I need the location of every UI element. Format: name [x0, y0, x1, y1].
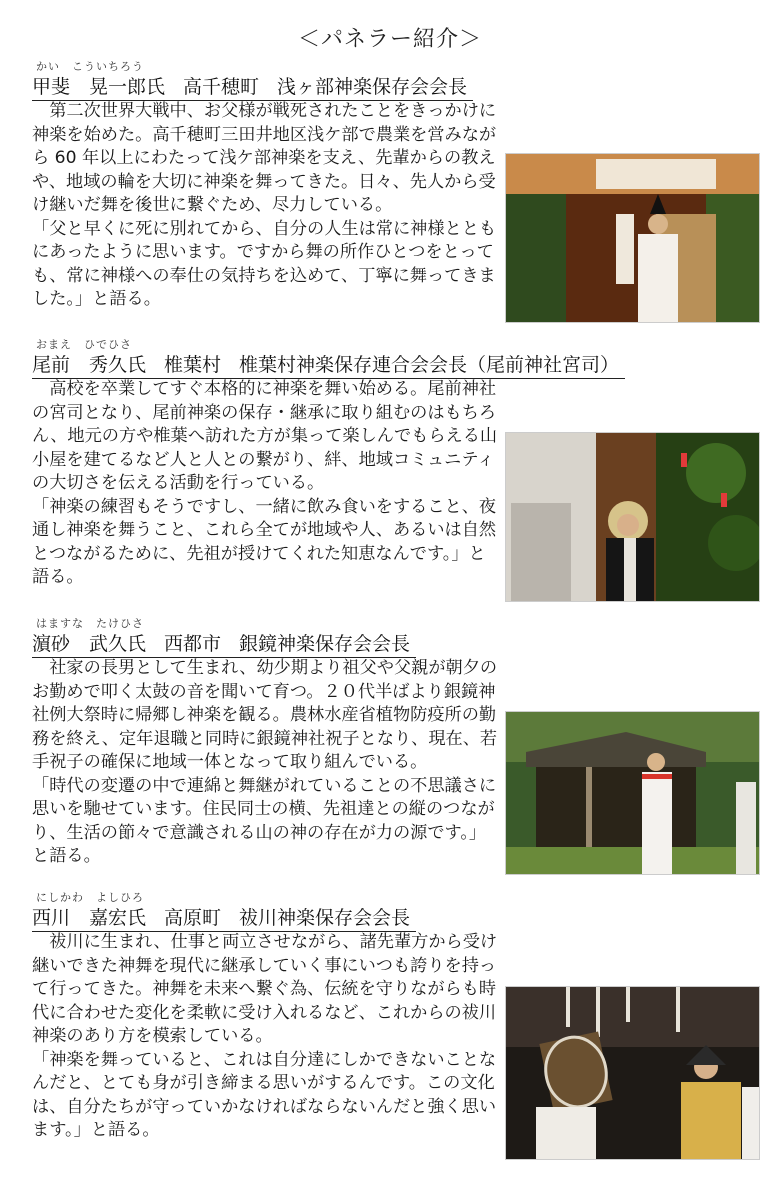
panelist-town: 高原町	[164, 907, 222, 929]
name-ruby: にしかわ よしひろ	[36, 891, 144, 904]
panelist-heading	[32, 352, 625, 379]
panelist-org: 祓川神楽保存会会長	[239, 907, 411, 929]
quote-paragraph: 「神楽を舞っていると、これは自分達にしかできないことなんだと、とても身が引き締まる思いがするんです。この文化は、自分たちが守っていかなければならないんだと強く思います。」と語る。	[32, 1049, 497, 1140]
panelist-name: 西川 嘉宏氏	[32, 907, 147, 929]
forest-ritual-photo	[505, 711, 760, 875]
profile-paragraph: 祓川に生まれ、仕事と両立させながら、諸先輩方から受け継いできた神舞を現代に継承していく事にいつも誇りを持って行ってきた。神舞を未来へ繋ぐ為、伝統を守りながらも時代に合わせた変化を柔軟に受け入れるなど、これからの祓川神楽のあり方を模索している。	[32, 932, 498, 1046]
panelist-org: 椎葉村神楽保存連合会会長（尾前神社宮司）	[239, 354, 620, 376]
quote-paragraph: 「神楽の練習もそうですし、一緒に飲み食いをすること、夜通し神楽を舞うこと、これら全てが地域や人、あるいは自然とつながるために、先祖が授けてくれた知恵なんです。」と語る。	[32, 496, 497, 587]
panelist-name: 尾前 秀久氏	[32, 354, 147, 376]
quote-paragraph: 「父と早くに死に別れてから、自分の人生は常に神様とともにあったように思います。ですから舞の所作ひとつをとっても、常に神様への奉仕の気持ちを込めて、丁寧に舞ってきました。」と語る。	[32, 218, 497, 309]
profile-paragraph: 第二次世界大戦中、お父様が戦死されたことをきっかけに神楽を始めた。高千穂町三田井地区浅ケ部で農業を営みながら 60 年以上にわたって浅ケ部神楽を支え、先輩からの教えや、地域の輪を大切に神楽を舞ってきた。日々、先人から受け継いだ舞を後世に繋ぐため、尽力している。	[32, 101, 497, 215]
panelist-town: 椎葉村	[164, 354, 222, 376]
panelist-town: 高千穂町	[183, 76, 260, 98]
panelist-heading	[32, 631, 416, 658]
quote-paragraph: 「時代の変遷の中で連綿と舞継がれていることの不思議さに思いを馳せています。住民同士の横、先祖達との縦のつながり、生活の節々で意識される山の神の存在が力の源です。」と語る。	[32, 775, 497, 866]
panelist-heading	[32, 74, 473, 101]
panelist-org: 銀鏡神楽保存会会長	[239, 633, 411, 655]
name-ruby: おまえ ひでひさ	[36, 338, 132, 351]
panelist-town: 西都市	[164, 633, 222, 655]
panelist-name: 濵砂 武久氏	[32, 633, 147, 655]
panelist-org: 浅ヶ部神楽保存会会長	[277, 76, 468, 98]
shrine-priest-photo	[505, 432, 760, 602]
profile-paragraph: 社家の長男として生まれ、幼少期より祖父や父親が朝夕のお勤めで叩く太鼓の音を聞いて育つ。２０代半ばより銀鏡神社例大祭時に帰郷し神楽を観る。農林水産省植物防疫所の勤務を終え、定年退職と同時に銀鏡神社祝子となり、現在、若手祝子の確保に地域一体となって取り組んでいる。	[32, 658, 498, 772]
kagura-dancer-photo	[505, 153, 760, 323]
drum-procession-photo	[505, 986, 760, 1160]
panelist-name: 甲斐 晃一郎氏	[32, 76, 166, 98]
panelist-heading	[32, 905, 416, 932]
profile-paragraph: 高校を卒業してすぐ本格的に神楽を舞い始める。尾前神社の宮司となり、尾前神楽の保存・継承に取り組むのはもちろん、地元の方や椎葉へ訪れた方が集って楽しんでもらえる山小屋を建てるなど人と人との繋がり、絆、地域コミュニティの大切さを伝える活動を行っている。	[32, 379, 498, 493]
page-title: ＜パネラー紹介＞	[297, 27, 482, 52]
name-ruby: かい こういちろう	[36, 60, 144, 73]
name-ruby: はますな たけひさ	[36, 617, 144, 630]
